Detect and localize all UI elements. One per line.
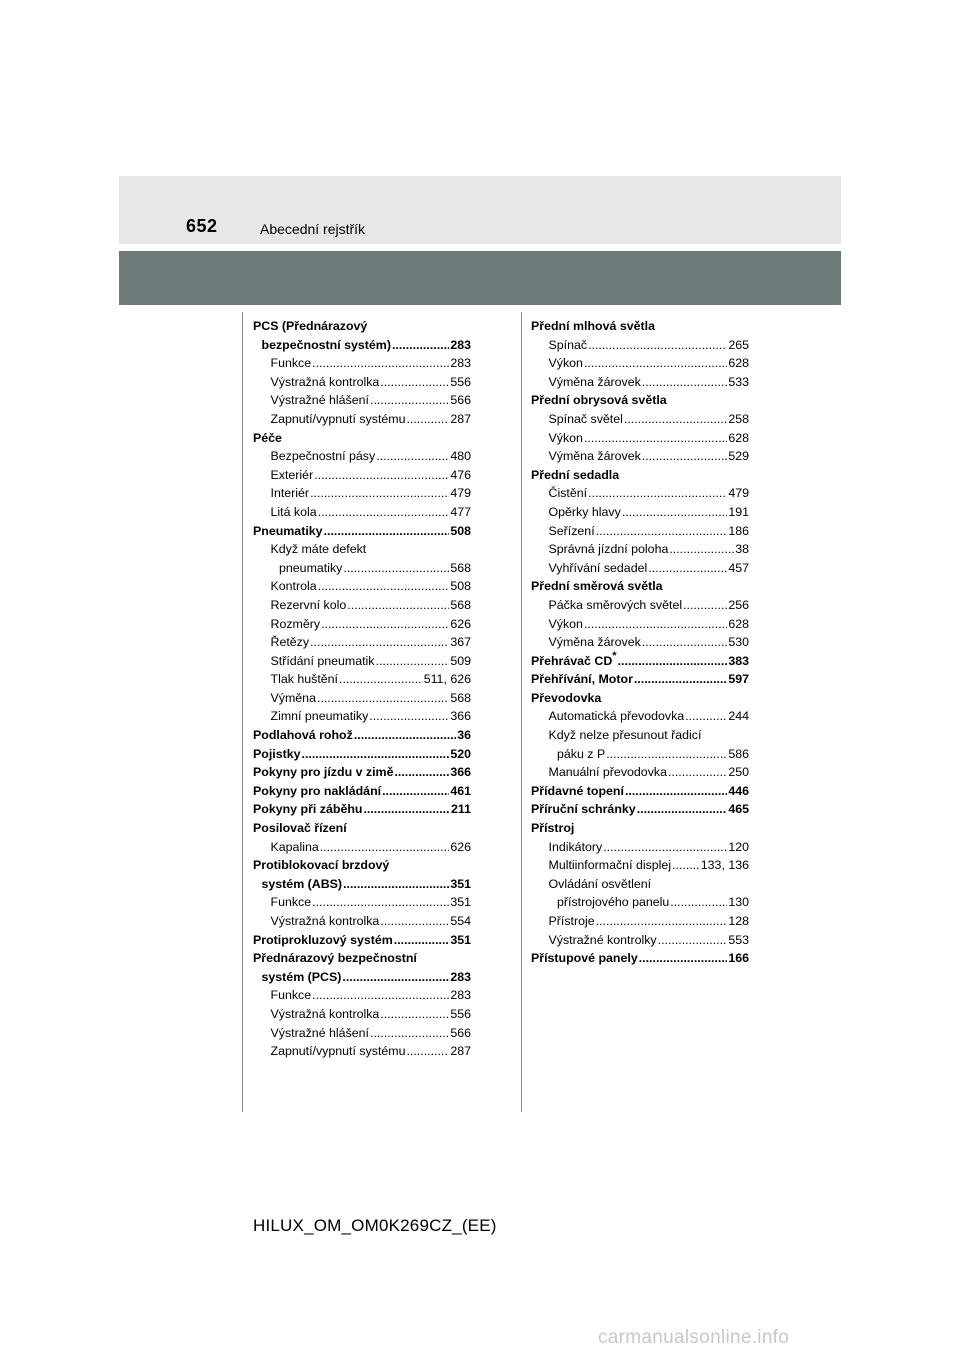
- dot-leader: [380, 912, 449, 931]
- page-reference: 511, 626: [423, 672, 471, 687]
- page-reference: 480: [450, 449, 471, 464]
- page-reference: 383: [728, 653, 749, 668]
- index-entry-text: Funkce: [270, 895, 312, 910]
- footnote-marker: *: [612, 649, 617, 662]
- index-column-left: [253, 317, 471, 1061]
- page-reference: 287: [450, 411, 471, 426]
- page-reference: 461: [450, 783, 471, 798]
- dot-leader: [406, 410, 449, 429]
- index-entry-text: Přední sedadla: [531, 467, 620, 482]
- page-reference: 186: [728, 523, 749, 538]
- index-entry-text: Správná jízdní poloha: [548, 542, 669, 557]
- dot-leader: [324, 522, 450, 541]
- watermark: carmanualsonline.info: [598, 1327, 790, 1348]
- page-reference: 250: [728, 765, 749, 780]
- page-reference: 133, 136: [700, 858, 749, 873]
- page-reference: 367: [450, 635, 471, 650]
- index-entry-text: PCS (Přednárazový: [253, 319, 368, 333]
- dot-leader: [369, 707, 449, 726]
- index-entry-text: Přední směrová světla: [531, 579, 663, 594]
- index-entry-text: Když máte defekt: [270, 542, 367, 557]
- dot-leader: [343, 875, 449, 894]
- index-entry: [253, 410, 471, 429]
- index-entry: [253, 466, 471, 485]
- page-reference: 244: [728, 709, 749, 724]
- index-entry-text: Seřízení: [548, 523, 595, 538]
- page-reference: 533: [728, 374, 749, 389]
- index-entry-text: Výměna žárovek: [548, 374, 641, 389]
- index-entry-text: Přehrávač CD*: [531, 649, 617, 668]
- index-entry: [531, 819, 749, 838]
- page-reference: 351: [450, 876, 471, 891]
- index-entry: [253, 633, 471, 652]
- index-entry-text: Manuální převodovka: [548, 765, 667, 780]
- page-reference: 568: [450, 560, 471, 575]
- index-entry-text: Spínač světel: [548, 411, 623, 426]
- column-divider-left: [242, 312, 243, 1112]
- index-entry: [253, 1042, 471, 1061]
- index-entry: [253, 745, 471, 764]
- index-entry-text: Protiblokovací brzdový: [253, 858, 390, 873]
- dot-leader: [642, 447, 728, 466]
- index-entry: [253, 856, 471, 893]
- index-entry-text: Litá kola: [270, 504, 317, 519]
- index-entry-text: Indikátory: [548, 839, 603, 854]
- index-entry: [531, 838, 749, 857]
- page-reference: 530: [728, 635, 749, 650]
- page-reference: 265: [728, 337, 749, 352]
- index-entry-text: Pokyny pro jízdu v zimě: [253, 765, 394, 780]
- dot-leader: [363, 800, 450, 819]
- dot-leader: [584, 615, 727, 634]
- page-reference: 256: [728, 597, 749, 612]
- index-entry-text: Tlak huštění: [270, 672, 338, 687]
- index-entry-text: Rezervní kolo: [270, 597, 347, 612]
- page-reference: 258: [728, 411, 749, 426]
- index-entry: [531, 633, 749, 652]
- dot-leader: [596, 912, 728, 931]
- index-entry-text: Zapnutí/vypnutí systému: [270, 411, 406, 426]
- index-entry-text: Přednárazový bezpečnostní: [253, 951, 417, 966]
- index-entry: [253, 317, 471, 354]
- index-entry-text: Automatická převodovka: [548, 709, 685, 724]
- dot-leader: [380, 373, 449, 392]
- index-entry: [531, 649, 749, 671]
- dot-leader: [637, 800, 728, 819]
- page-reference: 366: [450, 765, 471, 780]
- index-entry-text: Protiprokluzový systém: [253, 932, 393, 947]
- page-reference: 283: [450, 969, 471, 984]
- dot-leader: [406, 1042, 449, 1061]
- dot-leader: [584, 354, 727, 373]
- page-reference: 508: [450, 523, 471, 538]
- dot-leader: [312, 893, 449, 912]
- dot-leader: [670, 893, 727, 912]
- page-reference: 283: [450, 356, 471, 371]
- dot-leader: [314, 466, 449, 485]
- page-number: 652: [186, 216, 218, 236]
- page-reference: 366: [450, 709, 471, 724]
- index-entry: [253, 447, 471, 466]
- dot-leader: [584, 429, 727, 448]
- index-entry-text: Když nelze přesunout řadicí: [548, 728, 702, 743]
- index-entry: [253, 373, 471, 392]
- dot-leader: [376, 652, 450, 671]
- index-entry-text: přístrojového panelu: [557, 895, 670, 910]
- index-column-right: [531, 317, 749, 968]
- index-entry-text: Páčka směrových světel: [548, 597, 683, 612]
- index-entry: [531, 800, 749, 819]
- index-entry-text: Pneumatiky: [253, 523, 323, 538]
- index-entry: [531, 615, 749, 634]
- index-entry: [253, 354, 471, 373]
- dot-leader: [339, 670, 423, 689]
- section-title: Abecední rejstřík: [260, 221, 366, 237]
- dot-leader: [588, 484, 727, 503]
- index-entry-text: systém (PCS): [261, 969, 342, 984]
- document-code: HILUX_OM_OM0K269CZ_(EE): [253, 1216, 497, 1235]
- index-entry: [253, 540, 471, 577]
- dot-leader: [624, 410, 727, 429]
- dot-leader: [320, 838, 450, 857]
- dot-leader: [392, 336, 449, 355]
- page-reference: 566: [450, 393, 471, 408]
- dot-leader: [321, 615, 449, 634]
- index-entry: [253, 800, 471, 819]
- index-entry: [531, 354, 749, 373]
- index-entry-text: pneumatiky: [279, 560, 343, 575]
- dot-leader: [618, 652, 728, 671]
- index-entry-text: Převodovka: [531, 690, 602, 705]
- dot-leader: [310, 633, 449, 652]
- index-entry: [253, 503, 471, 522]
- index-entry-text: páku z P: [557, 746, 606, 761]
- index-entry-text: Výkon: [548, 430, 583, 445]
- dot-leader: [683, 596, 727, 615]
- page-reference: 166: [728, 951, 749, 966]
- page-reference: 283: [450, 337, 471, 352]
- index-entry: [253, 652, 471, 671]
- index-entry: [253, 391, 471, 410]
- page-reference: 628: [728, 616, 749, 631]
- index-entry: [531, 949, 749, 968]
- index-entry: [531, 317, 749, 336]
- dot-leader: [318, 503, 450, 522]
- dot-leader: [668, 763, 727, 782]
- page-reference: 476: [450, 467, 471, 482]
- page-reference: 628: [728, 356, 749, 371]
- index-entry: [531, 429, 749, 448]
- index-entry: [253, 689, 471, 708]
- index-entry: [253, 782, 471, 801]
- index-entry-text: Výměna: [270, 690, 316, 705]
- dot-leader: [376, 447, 449, 466]
- column-divider-middle: [521, 312, 522, 1112]
- index-entry-text: Podlahová rohož: [253, 728, 353, 743]
- index-entry-text: Přední obrysová světla: [531, 393, 667, 408]
- index-entry: [253, 707, 471, 726]
- index-entry: [531, 670, 749, 689]
- dot-leader: [382, 782, 449, 801]
- index-entry-text: Příruční schránky: [531, 802, 636, 817]
- page-reference: 568: [450, 690, 471, 705]
- index-entry-text: Přehřívání, Motor: [531, 672, 633, 687]
- index-entry-text: Čistění: [548, 486, 588, 501]
- dot-leader: [603, 838, 727, 857]
- dot-leader: [312, 354, 449, 373]
- index-entry: [253, 819, 471, 838]
- page-reference: 465: [728, 802, 749, 817]
- dot-leader: [642, 373, 728, 392]
- index-entry-text: Rozměry: [270, 616, 321, 631]
- index-entry-text: Přední mlhová světla: [531, 319, 655, 333]
- index-entry: [253, 763, 471, 782]
- index-entry: [253, 429, 471, 448]
- page-reference: 566: [450, 1025, 471, 1040]
- index-entry: [531, 336, 749, 355]
- dot-leader: [312, 986, 449, 1005]
- index-entry-text: Výstražné kontrolky: [548, 932, 657, 947]
- index-entry: [531, 466, 749, 485]
- dot-leader: [318, 577, 450, 596]
- index-entry: [531, 373, 749, 392]
- index-entry: [531, 559, 749, 578]
- dot-leader: [596, 522, 728, 541]
- index-entry: [253, 484, 471, 503]
- index-entry-text: Kapalina: [270, 839, 319, 854]
- dot-leader: [347, 596, 449, 615]
- index-entry: [531, 875, 749, 912]
- dot-leader: [658, 931, 728, 950]
- dot-leader: [625, 782, 727, 801]
- dot-leader: [648, 559, 727, 578]
- index-entry-text: Výstražné hlášení: [270, 393, 369, 408]
- index-entry: [531, 540, 749, 559]
- index-entry-text: Interiér: [270, 486, 310, 501]
- index-entry-text: bezpečnostní systém): [261, 337, 391, 352]
- index-entry-text: Ovládání osvětlení: [548, 876, 652, 891]
- page-reference: 287: [450, 1044, 471, 1059]
- index-entry: [253, 577, 471, 596]
- index-entry-text: Střídání pneumatik: [270, 653, 375, 668]
- dot-leader: [354, 726, 456, 745]
- dot-leader: [685, 707, 727, 726]
- index-entry: [253, 726, 471, 745]
- header-band: [119, 176, 841, 244]
- index-entry: [253, 522, 471, 541]
- page-reference: 597: [728, 672, 749, 687]
- index-entry: [531, 503, 749, 522]
- page-reference: 191: [728, 504, 749, 519]
- page-reference: 38: [735, 542, 749, 557]
- page-reference: 556: [450, 1006, 471, 1021]
- dot-leader: [588, 336, 727, 355]
- index-entry: [253, 986, 471, 1005]
- page-reference: 36: [457, 728, 471, 743]
- index-entry: [531, 577, 749, 596]
- page-reference: 568: [450, 597, 471, 612]
- index-entry-text: Přístupové panely: [531, 951, 638, 966]
- index-entry-text: Výkon: [548, 616, 583, 631]
- index-entry: [253, 596, 471, 615]
- index-entry-text: Pokyny pro nakládání: [253, 783, 382, 798]
- index-entry: [531, 912, 749, 931]
- dot-leader: [642, 633, 728, 652]
- page-reference: 120: [728, 839, 749, 854]
- page-reference: 457: [728, 560, 749, 575]
- dot-leader: [606, 745, 727, 764]
- index-entry: [253, 1005, 471, 1024]
- dot-leader: [302, 745, 450, 764]
- index-entry: [531, 856, 749, 875]
- index-entry-text: Pojistky: [253, 746, 301, 761]
- page-reference: 508: [450, 579, 471, 594]
- page-reference: 477: [450, 504, 471, 519]
- index-entry: [253, 670, 471, 689]
- index-entry-text: Zimní pneumatiky: [270, 709, 369, 724]
- page-reference: 554: [450, 914, 471, 928]
- dot-leader: [634, 670, 727, 689]
- index-entry-text: Výměna žárovek: [548, 635, 641, 650]
- page-reference: 553: [728, 932, 749, 947]
- page-reference: 479: [450, 486, 471, 501]
- index-entry-text: Přístroje: [548, 914, 595, 928]
- index-entry-text: Bezpečnostní pásy: [270, 449, 376, 464]
- section-band: [119, 251, 841, 305]
- dot-leader: [370, 1024, 449, 1043]
- dot-leader: [310, 484, 449, 503]
- page-reference: 128: [728, 914, 749, 928]
- index-entry: [531, 447, 749, 466]
- dot-leader: [380, 1005, 449, 1024]
- index-entry-text: Řetězy: [270, 635, 310, 650]
- index-entry-text: Kontrola: [270, 579, 317, 594]
- index-entry-text: Funkce: [270, 988, 312, 1003]
- index-entry: [531, 410, 749, 429]
- index-entry: [253, 931, 471, 950]
- page-reference: 130: [728, 895, 749, 910]
- page-reference: 628: [728, 430, 749, 445]
- dot-leader: [370, 391, 449, 410]
- index-entry-text: Péče: [253, 430, 282, 445]
- page-reference: 509: [450, 653, 471, 668]
- page-reference: 586: [728, 746, 749, 761]
- index-entry-text: Výkon: [548, 356, 583, 371]
- dot-leader: [394, 763, 449, 782]
- page-reference: 626: [450, 839, 471, 854]
- index-entry-text: Spínač: [548, 337, 588, 352]
- index-entry: [253, 893, 471, 912]
- index-entry-text: Exteriér: [270, 467, 314, 482]
- index-entry: [531, 689, 749, 708]
- page-reference: 446: [728, 783, 749, 798]
- index-entry: [531, 707, 749, 726]
- page-reference: 283: [450, 988, 471, 1003]
- index-entry: [531, 391, 749, 410]
- page-reference: 529: [728, 449, 749, 464]
- index-entry-text: Funkce: [270, 356, 312, 371]
- page-reference: 626: [450, 616, 471, 631]
- index-entry-text: Výstražné hlášení: [270, 1025, 369, 1040]
- dot-leader: [394, 931, 450, 950]
- dot-leader: [622, 503, 728, 522]
- index-entry: [531, 522, 749, 541]
- index-entry: [531, 596, 749, 615]
- index-entry: [531, 782, 749, 801]
- index-entry-text: Výměna žárovek: [548, 449, 641, 464]
- page-reference: 479: [728, 486, 749, 501]
- index-entry: [531, 484, 749, 503]
- dot-leader: [317, 689, 449, 708]
- index-entry: [531, 726, 749, 763]
- index-entry-text: Vyhřívání sedadel: [548, 560, 648, 575]
- index-entry-text: Výstražná kontrolka: [270, 914, 380, 928]
- index-entry-text: systém (ABS): [261, 876, 343, 891]
- index-entry-text: Výstražná kontrolka: [270, 1006, 380, 1021]
- index-entry: [253, 1024, 471, 1043]
- page-reference: 351: [450, 932, 471, 947]
- index-entry-text: Výstražná kontrolka: [270, 374, 380, 389]
- index-entry: [253, 949, 471, 986]
- dot-leader: [342, 968, 449, 987]
- index-entry-text: Přístroj: [531, 821, 575, 836]
- page-reference: 556: [450, 374, 471, 389]
- index-entry-text: Pokyny při záběhu: [253, 802, 363, 817]
- index-entry-text: Opěrky hlavy: [548, 504, 621, 519]
- index-entry: [253, 838, 471, 857]
- index-entry-text: Posilovač řízení: [253, 821, 347, 836]
- index-entry-text: Přídavné topení: [531, 783, 624, 798]
- dot-leader: [343, 559, 449, 578]
- page-reference: 351: [450, 895, 471, 910]
- index-entry: [253, 615, 471, 634]
- dot-leader: [669, 540, 734, 559]
- dot-leader: [672, 856, 700, 875]
- index-entry: [253, 912, 471, 931]
- page-reference: 520: [450, 746, 471, 761]
- page-reference: 211: [451, 802, 471, 817]
- index-entry: [531, 931, 749, 950]
- dot-leader: [639, 949, 728, 968]
- index-entry-text: Zapnutí/vypnutí systému: [270, 1044, 406, 1059]
- index-entry-text: Multiinformační displej: [548, 858, 672, 873]
- index-entry: [531, 763, 749, 782]
